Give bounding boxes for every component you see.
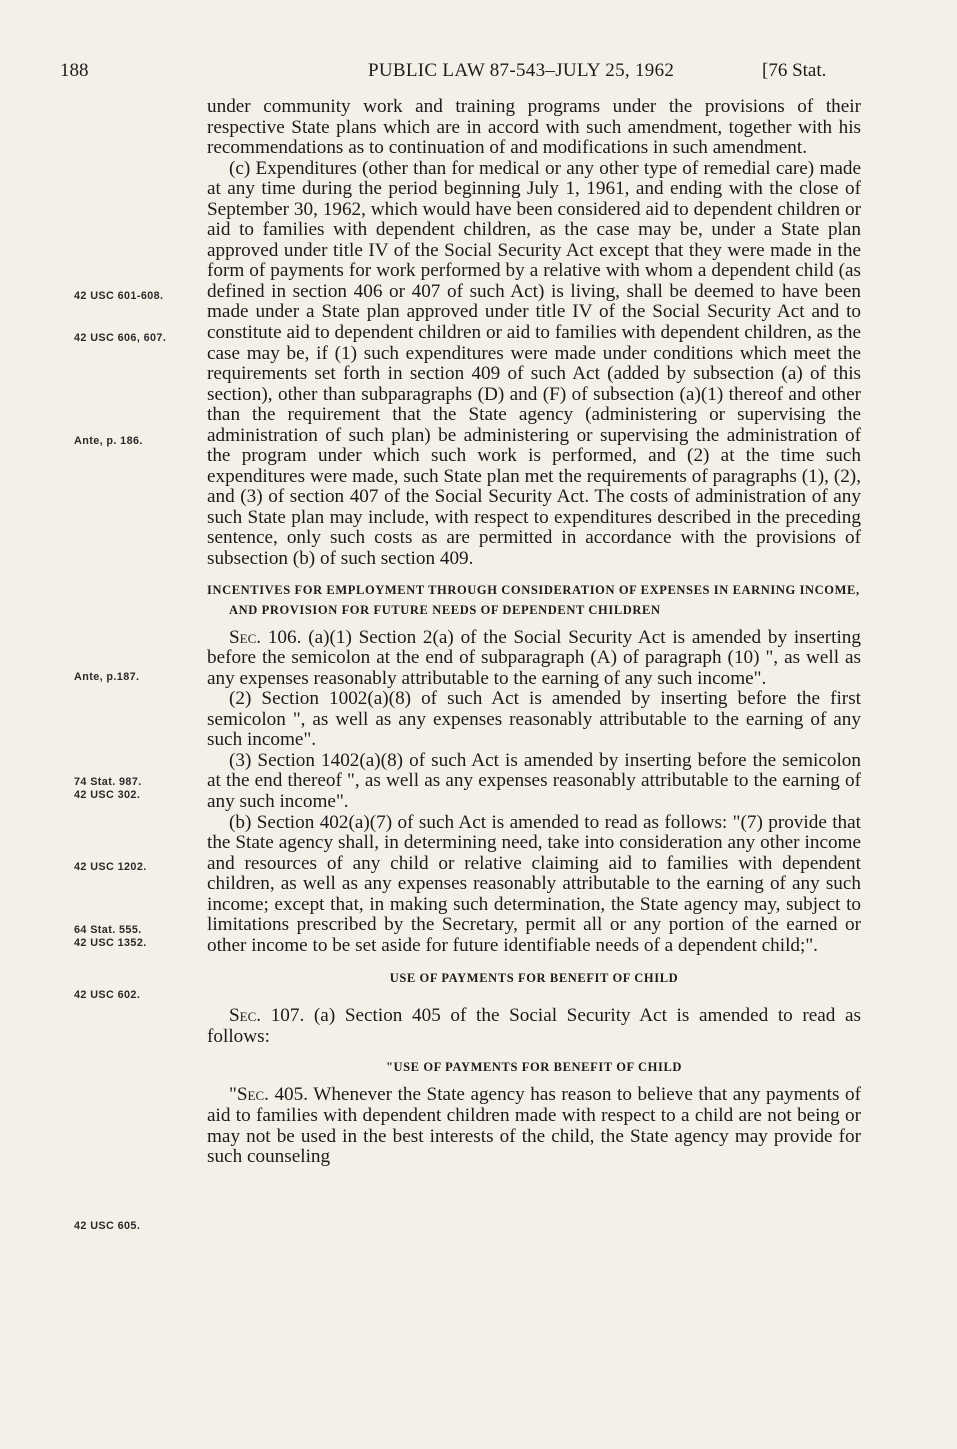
section-heading: "USE OF PAYMENTS FOR BENEFIT OF CHILD xyxy=(385,1060,683,1075)
paragraph: (3) Section 1402(a)(8) of such Act is amended by inserting before the semicolon at the end thereof ", as well as any expenses reasonably attributable to the earning of any such income". xyxy=(207,749,861,812)
margin-note: 42 USC 602. xyxy=(74,989,141,1001)
margin-note: 42 USC 605. xyxy=(74,1220,141,1232)
running-header xyxy=(0,60,957,86)
paragraph-text: (a) Section 405 of the Social Security Act is amended to read as follows: xyxy=(207,1005,861,1047)
paragraph-text: Whenever the State agency has reason to believe that any payments of aid to families with dependent children made with respect to a child are not being or may not be used in the best interests of the child, the State agency may provide for such counseling xyxy=(207,1084,861,1168)
paragraph xyxy=(207,1006,861,1047)
paragraph xyxy=(207,628,861,690)
section-heading: INCENTIVES FOR EMPLOYMENT THROUGH CONSIDERATION OF EXPENSES IN EARNING INCOME, AND PROVISION FOR FUTURE NEEDS OF DEPENDENT CHILDREN xyxy=(207,582,860,617)
paragraph: under community work and training programs under the provisions of their respective State plans which are in accord with such amendment, together with his recommendations as to continuation of and modifications in such amendment. xyxy=(207,96,861,159)
paragraph: (2) Section 1002(a)(8) of such Act is amended by inserting before the first semicolon ", as well as any expenses reasonably attributable to the earning of any such income". xyxy=(207,688,861,751)
margin-note: 42 USC 606, 607. xyxy=(74,332,167,344)
paragraph-text: (a)(1) Section 2(a) of the Social Security Act is amended by inserting before the semicolon at the end of subparagraph (A) of paragraph (10) ", as well as any expenses reasonably attributable to the earning of any such income". xyxy=(207,626,861,689)
paragraph: (c) Expenditures (other than for medical or any other type of remedial care) made at any time during the period beginning July 1, 1961, and ending with the close of September 30, 1962, which would have been considered aid to dependent children or aid to families with dependent children, as the case may be, under a State plan approved under title IV of the Social Security Act except that they were made in the form of payments for work performed by a relative with whom a dependent child (as defined in section 406 or 407 of such Act) is living, shall be deemed to have been made under a State plan approved under title IV of the Social Security Act and to constitute aid to dependent children or aid to families with dependent children, as the case may be, if (1) such expenditures were made under conditions which meet the requirements set forth in section 409 of such Act (added by subsection (a) of this section), other than subparagraphs (D) and (F) of subsection (a)(1) thereof and other than the requirement that the State agency (administering or supervising the administration of such plan) be administering or supervising the administration of the program under which such work is performed, and (2) at the time such expenditures were made, such State plan met the requirements of paragraphs (1), (2), and (3) of section 407 of the Social Security Act. The costs of administration of any such State plan may include, with respect to expenditures described in the preceding sentence, only such costs as are permitted in accordance with the provisions of subsection (b) of such section 409. xyxy=(207,157,861,570)
body-text xyxy=(207,97,861,1168)
margin-note: 42 USC 601-608. xyxy=(74,290,164,302)
margin-note: 42 USC 302. xyxy=(74,789,141,801)
section-heading: USE OF PAYMENTS FOR BENEFIT OF CHILD xyxy=(389,971,679,986)
margin-note: Ante, p.187. xyxy=(74,671,140,683)
section-label: "Sec. 405. xyxy=(229,1084,309,1106)
margin-note: 42 USC 1202. xyxy=(74,861,147,873)
header-volume: [76 Stat. xyxy=(762,60,827,81)
header-title: PUBLIC LAW 87-543–JULY 25, 1962 xyxy=(368,60,675,81)
margin-note: Ante, p. 186. xyxy=(74,435,143,447)
section-label: Sec. 106. xyxy=(229,626,302,648)
margin-note: 42 USC 1352. xyxy=(74,937,147,949)
page-number: 188 xyxy=(60,60,89,81)
paragraph xyxy=(207,1085,861,1167)
section-label: Sec. 107. xyxy=(229,1005,305,1027)
margin-note: 74 Stat. 987. xyxy=(74,776,142,788)
margin-note: 64 Stat. 555. xyxy=(74,924,142,936)
paragraph: (b) Section 402(a)(7) of such Act is amended to read as follows: "(7) provide that the State agency shall, in determining need, take into consideration any other income and resources of any child or relative claiming aid to families with dependent children, as well as any expenses reasonably attributable to the earning of any such income; except that, in making such determination, the State agency may, subject to limitations prescribed by the Secretary, permit all or any portion of the earned or other income to be set aside for future identifiable needs of a dependent child;". xyxy=(207,811,861,956)
